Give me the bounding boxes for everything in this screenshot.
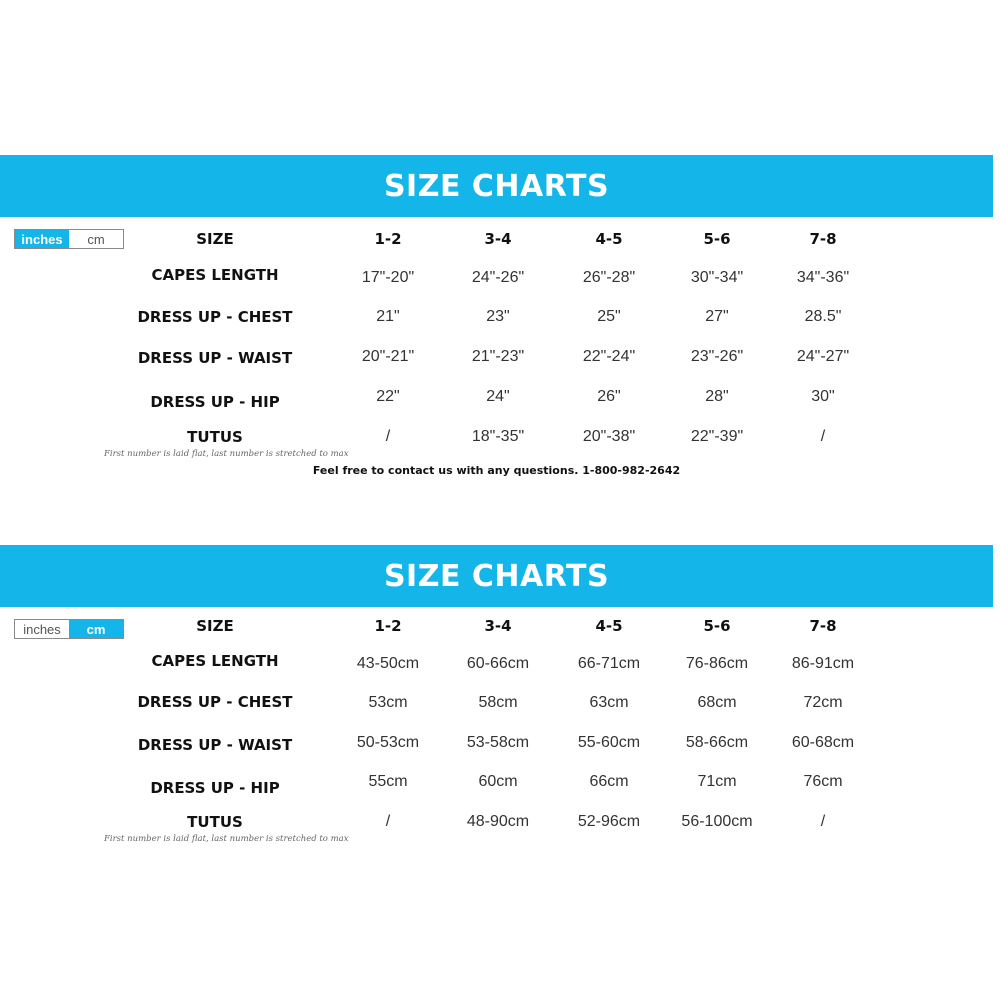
table-cell: 28.5"	[804, 308, 842, 325]
table-cell: 53-58cm	[466, 734, 530, 751]
table-cell: 21"-23"	[471, 348, 525, 365]
table-cell: 22"-39"	[690, 428, 744, 445]
size-column-header: 7-8	[809, 230, 837, 248]
table-cell: 22"-24"	[582, 348, 636, 365]
table-cell: 20"-38"	[582, 428, 636, 445]
table-cell: 26"-28"	[582, 269, 636, 286]
table-cell: 23"	[486, 308, 510, 325]
table-cell: 34"-36"	[796, 269, 850, 286]
table-cell: 53cm	[368, 694, 408, 711]
table-cell: 48-90cm	[466, 813, 530, 830]
size-column-header: 3-4	[484, 617, 512, 635]
unit-option-inches[interactable]: inches	[15, 230, 69, 248]
contact-line: Feel free to contact us with any questions. 1-800-982-2642	[312, 464, 681, 477]
table-cell: 55cm	[368, 773, 408, 790]
table-cell: 20"-21"	[361, 348, 415, 365]
footnote: First number is laid flat, last number is stretched to max	[104, 449, 349, 459]
table-cell: /	[385, 813, 391, 830]
size-column-header: 7-8	[809, 617, 837, 635]
size-column-header: 5-6	[703, 617, 731, 635]
row-label: DRESS UP - HIP	[150, 779, 280, 797]
table-cell: 58-66cm	[685, 734, 749, 751]
table-cell: /	[820, 428, 826, 445]
row-label: TUTUS	[187, 813, 243, 831]
table-cell: 24"	[486, 388, 510, 405]
row-label: TUTUS	[187, 428, 243, 446]
table-cell: 18"-35"	[471, 428, 525, 445]
unit-option-cm[interactable]: cm	[87, 231, 105, 247]
table-cell: 17"-20"	[361, 269, 415, 286]
table-cell: 60cm	[478, 773, 518, 790]
table-cell: /	[385, 428, 391, 445]
size-column-header: 4-5	[595, 617, 623, 635]
table-cell: 30"-34"	[690, 269, 744, 286]
size-column-header: 1-2	[374, 617, 402, 635]
table-cell: 72cm	[803, 694, 843, 711]
row-label: CAPES LENGTH	[151, 652, 279, 670]
table-cell: 71cm	[697, 773, 737, 790]
table-cell: 76-86cm	[685, 655, 749, 672]
table-cell: 50-53cm	[356, 734, 420, 751]
table-cell: 30"	[811, 388, 835, 405]
table-cell: 43-50cm	[356, 655, 420, 672]
table-cell: 60-66cm	[466, 655, 530, 672]
table-cell: 68cm	[697, 694, 737, 711]
footnote: First number is laid flat, last number is stretched to max	[104, 834, 349, 844]
size-column-header: 4-5	[595, 230, 623, 248]
table-cell: 22"	[376, 388, 400, 405]
size-column-header: 1-2	[374, 230, 402, 248]
size-column-header: 5-6	[703, 230, 731, 248]
row-label: DRESS UP - CHEST	[137, 308, 293, 326]
row-label: DRESS UP - WAIST	[137, 736, 293, 754]
table-cell: 58cm	[478, 694, 518, 711]
table-cell: 66-71cm	[577, 655, 641, 672]
row-label: DRESS UP - CHEST	[137, 693, 293, 711]
size-column-header: 3-4	[484, 230, 512, 248]
row-label: DRESS UP - WAIST	[137, 349, 293, 367]
size-header: SIZE	[196, 617, 234, 635]
table-cell: 56-100cm	[681, 813, 753, 830]
table-cell: 26"	[597, 388, 621, 405]
row-label: CAPES LENGTH	[151, 266, 279, 284]
table-cell: 28"	[705, 388, 729, 405]
table-cell: 27"	[705, 308, 729, 325]
table-cell: 25"	[597, 308, 621, 325]
table-cell: 52-96cm	[577, 813, 641, 830]
unit-toggle	[14, 229, 124, 249]
table-cell: 66cm	[589, 773, 629, 790]
table-cell: 24"-26"	[471, 269, 525, 286]
table-cell: /	[820, 813, 826, 830]
table-cell: 63cm	[589, 694, 629, 711]
unit-toggle	[14, 619, 124, 639]
table-cell: 76cm	[803, 773, 843, 790]
unit-option-inches[interactable]: inches	[23, 621, 61, 637]
table-cell: 55-60cm	[577, 734, 641, 751]
table-cell: 86-91cm	[791, 655, 855, 672]
table-cell: 60-68cm	[791, 734, 855, 751]
unit-option-cm[interactable]: cm	[69, 620, 123, 638]
title-banner	[0, 155, 993, 217]
chart-title: SIZE CHARTS	[383, 558, 610, 594]
chart-title: SIZE CHARTS	[383, 168, 610, 204]
table-cell: 23"-26"	[690, 348, 744, 365]
title-banner	[0, 545, 993, 607]
row-label: DRESS UP - HIP	[150, 393, 280, 411]
table-cell: 21"	[376, 308, 400, 325]
table-cell: 24"-27"	[796, 348, 850, 365]
size-header: SIZE	[196, 230, 234, 248]
